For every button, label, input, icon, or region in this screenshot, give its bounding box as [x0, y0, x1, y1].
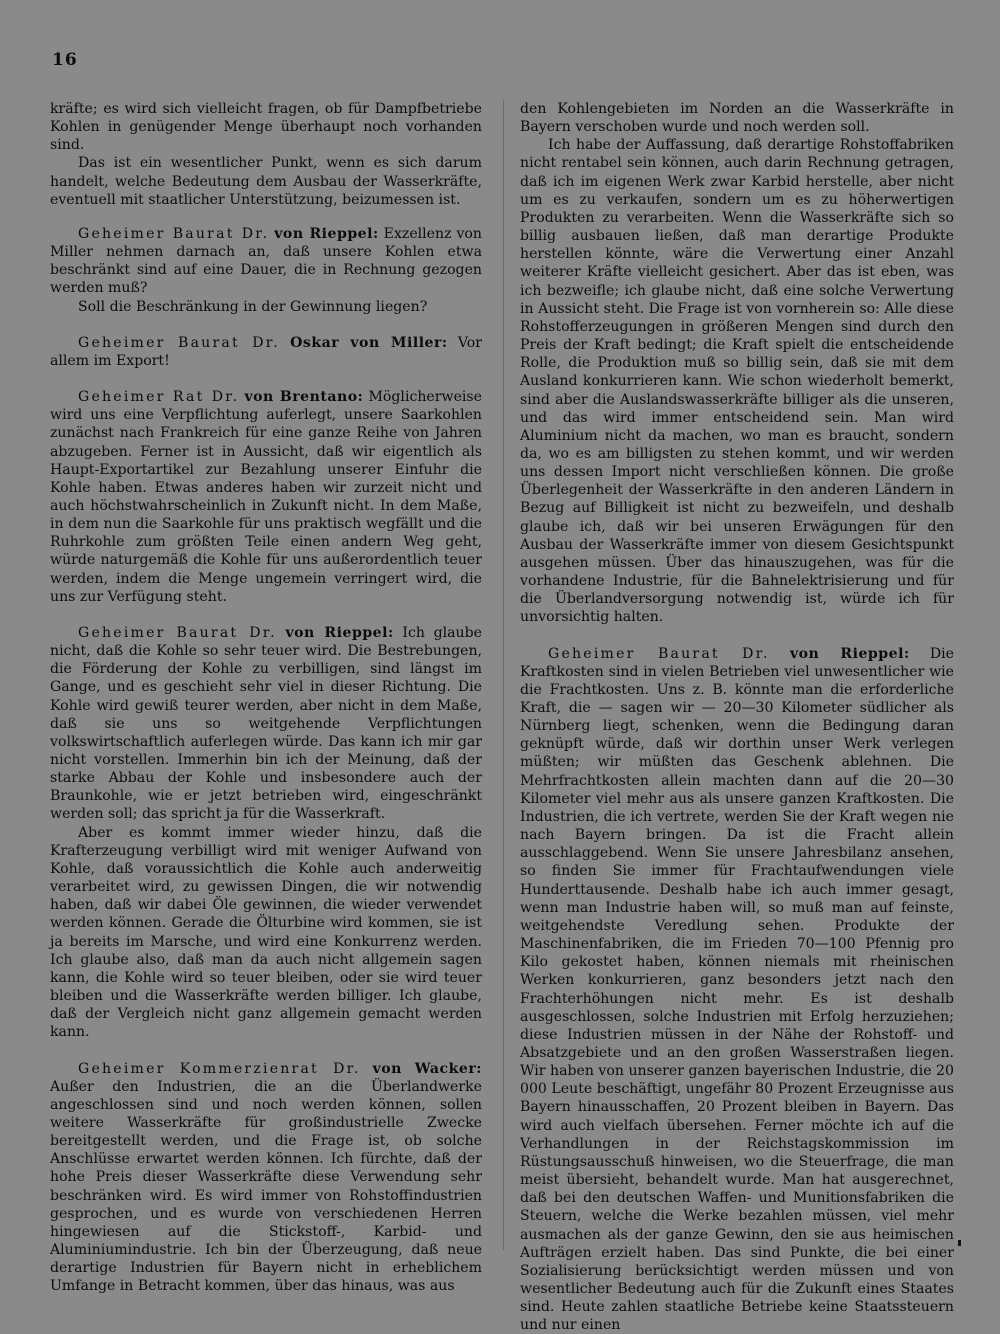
speech-text: Außer den Industrien, die an die Überlandwerke angeschlossen sind und noch werden können, sollen weitere Wasserkräfte für großindustrielle Zwecke bereitgestellt werden, und die Frage ist, ob solche Anschlüsse erwartet werden können. Ich fürchte, daß der hohe Preis dieser Wasserkräfte diese Verwendung sehr beschränken wird. Es wird immer von Rohstoffindustrien gesprochen, und es wurde von verschiedenen Herren hingewiesen auf die Stickstoff-, Karbid- und Aluminiumindustrie. Ich bin der Überzeugung, daß neue derartige Industrien für Bayern nicht in erheblichem Umfange in Betracht kommen, über das hinaus, was aus: [50, 1078, 482, 1295]
paragraph: Das ist ein wesentlicher Punkt, wenn es sich darum handelt, welche Bedeutung dem Ausbau der Wasserkräfte, eventuell mit staatlicher Unterstützung, beizumessen ist.: [50, 155, 482, 208]
speech-paragraph: [520, 645, 954, 1334]
paragraph: Soll die Beschränkung in der Gewinnung liegen?: [78, 298, 428, 315]
speech-text: Exzellenz von Miller nehmen darnach an, daß unsere Kohlen etwa beschränkt sind auf eine Dauer, die in Rechnung gezogen werden muß?: [50, 225, 482, 297]
speech-text: Vor allem im Export!: [50, 334, 482, 369]
speech-paragraph: [50, 624, 482, 824]
speech-text: Ich glaube nicht, daß die Kohle so sehr teuer wird. Die Bestrebungen, die Förderung der Kohle zu verbilligen, sind längst im Gange, und es geschieht sehr viel in dieser Richtung. Die Kohle wird gewiß teurer werden, aber nicht in dem Maße, daß sie uns so weitgehende Verpflichtungen volkswirtschaftlich auferlegen würde. Das kann ich mir gar nicht vorstellen. Immerhin bin ich der Meinung, daß der starke Abbau der Kohle und insbesondere auch der Braunkohle, wie er jetzt betrieben wird, eingeschränkt werden soll; das spricht ja für die Wasserkraft.: [50, 624, 482, 823]
speech-paragraph: [50, 388, 482, 606]
page-number: 16: [52, 50, 78, 70]
left-column: [50, 100, 482, 1295]
speech-paragraph: [50, 1060, 482, 1296]
speaker-name: von Rieppel:: [274, 225, 379, 242]
speaker-title: Geheimer Baurat Dr.: [78, 334, 280, 351]
speaker-title: Geheimer Baurat Dr.: [78, 624, 277, 641]
speech-text: Die Kraftkosten sind in vielen Betrieben viel unwesentlicher wie die Frachtkosten. Uns z. B. könnte man die erforderliche Kraft, die — sagen wir — 20—30 Kilometer südlicher als Nürnberg liegt, schenken, wenn die Bedingung daran geknüpft würde, daß wir dorthin unser Werk verlegen müßten; wir müßten das Geschenk ablehnen. Die Mehrfrachtkosten allein machten dann auf die 20—30 Kilometer viel mehr aus als unsere ganzen Kraftkosten. Die Industrien, die ich vertrete, werden Sie der Kraft wegen nie nach Bayern bringen. Da ist die Fracht allein ausschlaggebend. Wenn Sie unsere Jahresbilanz ansehen, so finden Sie immer für Frachtaufwendungen viele Hunderttausende. Deshalb habe ich auch immer gesagt, wenn man Industrie haben will, so muß man auf feinste, weitgehendste Veredlung sehen. Produkte der Maschinenfabriken, die im Frieden 70—100 Pfennig pro Kilo gekostet haben, können niemals mit rheinischen Werken konkurrieren, ganz besonders jetzt nach den Frachterhöhungen nicht mehr. Es ist deshalb ausgeschlossen, solche Industrien mit Erfolg herzuziehen; diese Industrien müssen in der Nähe der Rohstoff- und Absatzgebiete und an den großen Wasserstraßen liegen. Wir haben von unserer ganzen bayerischen Industrie, die 20 000 Leute beschäftigt, ungefähr 80 Prozent Erzeugnisse aus Bayern hinausschaffen, 20 Prozent bleiben in Bayern. Das wird auch vielfach übersehen. Ferner möchte ich auf die Verhandlungen in der Reichstagskommission im Rüstungsausschuß hinweisen, wo die Steuerfrage, die man meist übersieht, behandelt wurde. Man hat ausgerechnet, daß bei den deutschen Waffen- und Munitionsfabriken die Steuern, welche die Werke bezahlen müssen, viel mehr ausmachen als der ganze Gewinn, den sie aus heimischen Aufträgen erzielt haben. Das sind Punkte, die bei einer Sozialisierung berücksichtigt werden müssen und von wesentlicher Bedeutung auch für die Zukunft eines Staates sind. Heute zahlen staatliche Betriebe keine Staatssteuern und nur einen: [520, 645, 954, 1334]
speaker-title: Geheimer Kommerzienrat Dr.: [78, 1060, 361, 1077]
speaker-name: von Brentano:: [244, 389, 364, 406]
speech-text: Möglicherweise wird uns eine Verpflichtung auferlegt, unsere Saarkohlen zunächst nach Frankreich für eine ganze Reihe von Jahren abzugeben. Ferner ist in Aussicht, daß wir eigentlich als Haupt-Exportartikel zur Bezahlung unserer Einfuhr die Kohle haben. Etwas anderes haben wir zurzeit nicht und auch höchstwahrscheinlich in Zukunft nicht. In dem Maße, in dem nun die Saarkohle für uns praktisch wegfällt und die Ruhrkohle zum größten Teile einen andern Weg geht, würde naturgemäß die Kohle für uns außerordentlich teuer werden, indem die Menge ungemein verringert wird, die uns zur Verfügung steht.: [50, 389, 482, 605]
speaker-name: von Rieppel:: [789, 645, 910, 662]
paragraph: den Kohlengebieten im Norden an die Wasserkräfte in Bayern verschoben wurde und noch werden soll.: [520, 101, 954, 136]
margin-mark: [958, 1240, 961, 1246]
speaker-title: Geheimer Rat Dr.: [78, 389, 240, 406]
paragraph: Ich habe der Auffassung, daß derartige Rohstoffabriken nicht rentabel sein können, auch darin Rechnung getragen, daß ich im eigenen Werk zwar Karbid herstelle, aber nicht um es zu verkaufen, sondern um es zu höherwertigen Produkten zu verarbeiten. Wenn die Wasserkräfte sich so billig ausbauen ließen, daß man derartige Produkte herstellen könnte, wäre die Verwertung einer Anzahl weiterer Kräfte vielleicht gesichert. Aber das ist eben, was ich bezweifle; ich glaube nicht, daß eine solche Verwertung in Aussicht steht. Die Frage ist von vornherein so: Alle diese Rohstofferzeugungen in größeren Mengen sind durch den Preis der Kraft bedingt; die Kraft spielt die entscheidende Rolle, die Produktion muß so billig sein, daß sie mit dem Ausland konkurrieren kann. Wie schon wiederholt bemerkt, sind aber die Auslandswasserkräfte billiger als die unseren, und das wird immer entscheidend sein. Man wird Aluminium nicht da machen, wo man es braucht, sondern da, wo es am billigsten zu stehen kommt, und wir werden uns dessen Import nicht verschließen können. Die große Überlegenheit der Wasserkräfte in den anderen Ländern in Bezug auf Billigkeit ist nicht zu bezweifeln, und deshalb glaube ich, daß wir bei unseren Erwägungen für den Ausbau der Wasserkräfte immer von diesem Gesichtspunkt ausgehen müssen. Über das hinauszugehen, was für die vorhandene Industrie, für die Bahnelektrisierung und für die Überlandversorgung notwendig ist, würde ich für unvorsichtig halten.: [520, 137, 954, 626]
paragraph: kräfte; es wird sich vielleicht fragen, ob für Dampfbetriebe Kohlen in genügender Menge überhaupt noch vorhanden sind.: [50, 101, 482, 154]
speaker-title: Geheimer Baurat Dr.: [78, 225, 270, 242]
speech-paragraph: [50, 225, 482, 298]
speaker-name: von Wacker:: [372, 1060, 482, 1077]
paragraph: Aber es kommt immer wieder hinzu, daß die Krafterzeugung verbilligt wird mit weniger Aufwand von Kohle, daß voraussichtlich die Kohle auch anderweitig verarbeitet wird, zu gewissen Dingen, die wir notwendig haben, daß wir dabei Öle gewinnen, die wieder verwendet werden können. Gerade die Ölturbine wird kommen, sie ist ja bereits im Marsche, und wird eine Konkurrenz werden. Ich glaube also, daß man da auch nicht allgemein sagen kann, die Kohle wird so teuer bleiben, oder sie wird teuer bleiben und die Wasserkräfte werden billiger. Ich glaube, daß der Vergleich nicht ganz allgemein gemacht werden kann.: [50, 824, 482, 1041]
speaker-name: Oskar von Miller:: [290, 334, 448, 351]
speech-paragraph: [50, 334, 482, 370]
column-divider: [503, 100, 504, 1250]
speaker-name: von Rieppel:: [285, 624, 394, 641]
speaker-title: Geheimer Baurat Dr.: [548, 645, 770, 662]
right-column: [520, 100, 954, 1334]
